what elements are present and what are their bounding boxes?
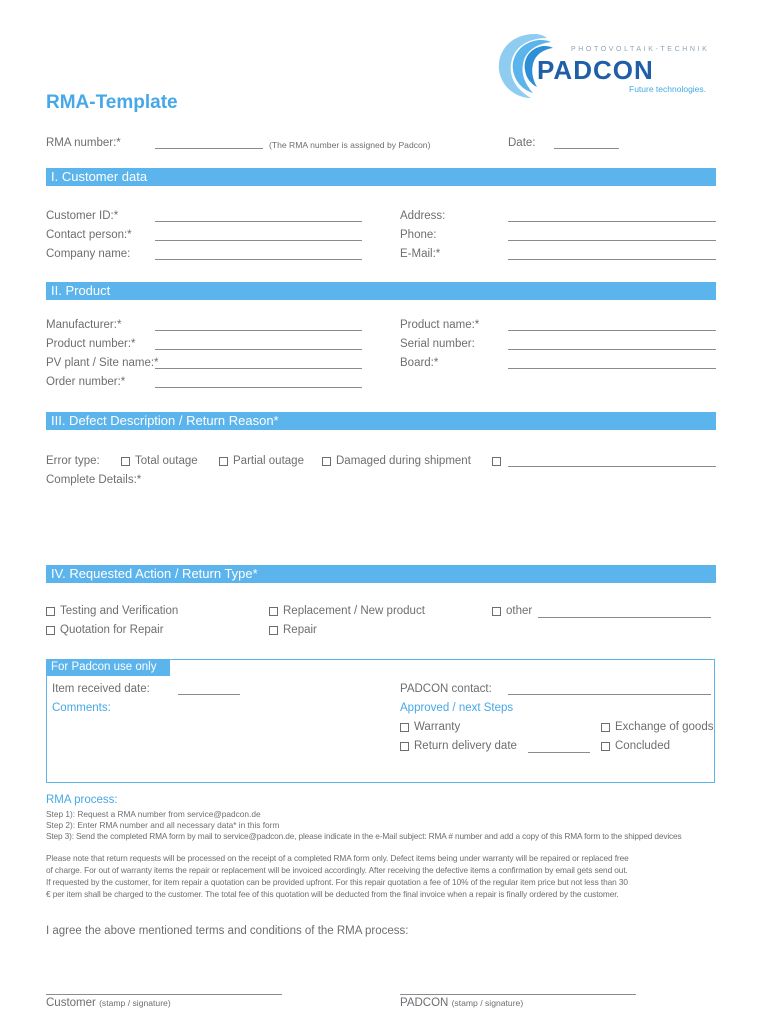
customer-signature-field[interactable] <box>46 994 282 995</box>
other-action-field[interactable] <box>538 617 711 618</box>
contact-person-field[interactable] <box>155 240 362 241</box>
return-delivery-label: Return delivery date <box>414 740 517 752</box>
customer-id-field[interactable] <box>155 221 362 222</box>
repair-checkbox[interactable] <box>269 626 278 635</box>
item-received-field[interactable] <box>178 694 240 695</box>
total-outage-checkbox[interactable] <box>121 457 130 466</box>
padcon-contact-label: PADCON contact: <box>400 683 492 695</box>
phone-label: Phone: <box>400 229 437 241</box>
rma-number-label: RMA number:* <box>46 137 121 149</box>
partial-outage-label: Partial outage <box>233 455 304 467</box>
replacement-label: Replacement / New product <box>283 605 425 617</box>
company-name-label: Company name: <box>46 248 131 260</box>
testing-label: Testing and Verification <box>60 605 179 617</box>
board-field[interactable] <box>508 368 716 369</box>
rma-number-note: (The RMA number is assigned by Padcon) <box>269 140 431 150</box>
section-defect-header <box>46 412 716 430</box>
order-number-field[interactable] <box>155 387 362 388</box>
terms-line-4: € per item shall be charged to the customer. The total fee of this quotation will be deducted from the final invoice when a repair is finally ordered by the customer. <box>46 889 619 899</box>
padcon-signature-label <box>400 997 523 1009</box>
concluded-label: Concluded <box>615 740 670 752</box>
agree-text: I agree the above mentioned terms and conditions of the RMA process: <box>46 925 409 937</box>
process-step-2: Step 2): Enter RMA number and all necessary data* in this form <box>46 820 280 830</box>
complete-details-area[interactable] <box>155 474 716 554</box>
product-number-field[interactable] <box>155 349 362 350</box>
customer-signature-note: (stamp / signature) <box>99 998 171 1008</box>
padcon-signature-note: (stamp / signature) <box>451 998 524 1008</box>
terms-line-2: of charge. For out of warranty items the repair or replacement will be invoiced accordingly. After receiving the defective items a confirmation by email gets send out. <box>46 865 628 875</box>
partial-outage-checkbox[interactable] <box>219 457 228 466</box>
padcon-use-title: For Padcon use only <box>51 661 157 673</box>
padcon-use-header <box>46 659 170 676</box>
quotation-checkbox[interactable] <box>46 626 55 635</box>
padcon-contact-field[interactable] <box>508 694 711 695</box>
process-title: RMA process: <box>46 794 118 806</box>
product-number-label: Product number:* <box>46 338 136 350</box>
terms-line-3: If requested by the customer, for item repair a quotation can be provided upfront. For this repair quotation a fee of 10% of the regular item price but not less than 30 <box>46 877 628 887</box>
manufacturer-field[interactable] <box>155 330 362 331</box>
customer-signature-title: Customer <box>46 997 96 1009</box>
repair-label: Repair <box>283 624 317 636</box>
replacement-checkbox[interactable] <box>269 607 278 616</box>
process-step-1: Step 1): Request a RMA number from service@padcon.de <box>46 809 261 819</box>
logo-wordmark: PADCON <box>537 55 654 85</box>
serial-number-field[interactable] <box>508 349 716 350</box>
testing-checkbox[interactable] <box>46 607 55 616</box>
section-defect-title: III. Defect Description / Return Reason* <box>51 413 279 428</box>
comments-label: Comments: <box>52 702 111 714</box>
other-error-checkbox[interactable] <box>492 457 501 466</box>
logo-tagline: Future technologies. <box>629 84 707 94</box>
padcon-signature-title: PADCON <box>400 997 449 1009</box>
other-action-label: other <box>506 605 533 617</box>
concluded-checkbox[interactable] <box>601 742 610 751</box>
section-customer-header <box>46 168 716 186</box>
page-title: RMA-Template <box>46 92 178 113</box>
other-error-field[interactable] <box>508 466 716 467</box>
date-label: Date: <box>508 137 536 149</box>
rma-number-field[interactable] <box>155 148 263 149</box>
terms-line-1: Please note that return requests will be processed on the receipt of a completed RMA form only. Defect items being under warranty will be repaired or replaced free <box>46 853 629 863</box>
order-number-label: Order number:* <box>46 376 126 388</box>
product-name-label: Product name:* <box>400 319 480 331</box>
section-product-header <box>46 282 716 300</box>
error-type-label: Error type: <box>46 455 100 467</box>
other-action-checkbox[interactable] <box>492 607 501 616</box>
section-action-header <box>46 565 716 583</box>
warranty-checkbox[interactable] <box>400 723 409 732</box>
section-action-title: IV. Requested Action / Return Type* <box>51 566 258 581</box>
process-step-3: Step 3): Send the completed RMA form by mail to service@padcon.de, please indicate in the e-Mail subject: RMA # number and add a copy of this RMA form to the shipped devices <box>46 831 682 841</box>
customer-signature-label <box>46 997 171 1009</box>
product-name-field[interactable] <box>508 330 716 331</box>
manufacturer-label: Manufacturer:* <box>46 319 122 331</box>
exchange-label: Exchange of goods <box>615 721 714 733</box>
pv-plant-label: PV plant / Site name:* <box>46 357 159 369</box>
email-label: E-Mail:* <box>400 248 441 260</box>
exchange-checkbox[interactable] <box>601 723 610 732</box>
padcon-logo <box>495 30 715 100</box>
pv-plant-field[interactable] <box>155 368 362 369</box>
phone-field[interactable] <box>508 240 716 241</box>
padcon-signature-field[interactable] <box>400 994 636 995</box>
approved-label: Approved / next Steps <box>400 702 514 714</box>
return-delivery-checkbox[interactable] <box>400 742 409 751</box>
customer-id-label: Customer ID:* <box>46 210 119 222</box>
contact-person-label: Contact person:* <box>46 229 132 241</box>
serial-number-label: Serial number: <box>400 338 475 350</box>
logo-tagline-top: PHOTOVOLTAIK-TECHNIK <box>571 46 710 53</box>
warranty-label: Warranty <box>414 721 461 733</box>
return-delivery-field[interactable] <box>528 752 590 753</box>
company-name-field[interactable] <box>155 259 362 260</box>
total-outage-label: Total outage <box>135 455 198 467</box>
complete-details-label: Complete Details:* <box>46 474 142 486</box>
address-label: Address: <box>400 210 446 222</box>
email-field[interactable] <box>508 259 716 260</box>
section-product-title: II. Product <box>51 283 111 298</box>
item-received-label: Item received date: <box>52 683 150 695</box>
damaged-shipment-checkbox[interactable] <box>322 457 331 466</box>
quotation-label: Quotation for Repair <box>60 624 164 636</box>
address-field[interactable] <box>508 221 716 222</box>
date-field[interactable] <box>554 148 619 149</box>
section-customer-title: I. Customer data <box>51 169 148 184</box>
damaged-shipment-label: Damaged during shipment <box>336 455 471 467</box>
board-label: Board:* <box>400 357 439 369</box>
